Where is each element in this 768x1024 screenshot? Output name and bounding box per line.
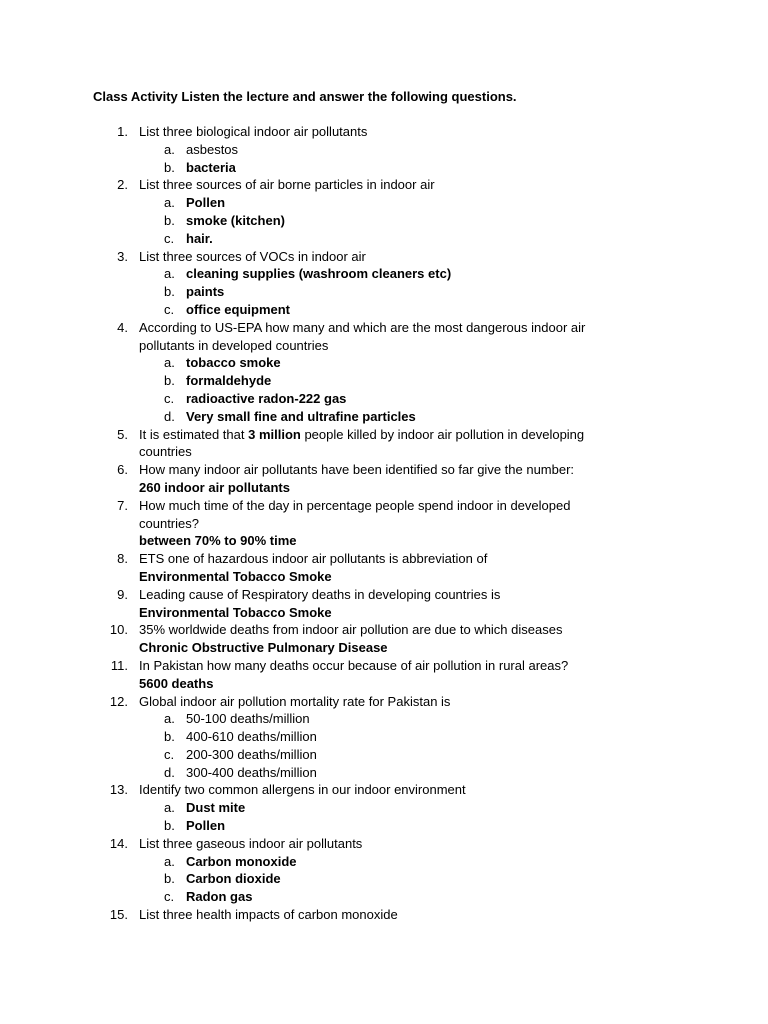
sub-item-text: asbestos [186,141,239,157]
question-text-continued [0,515,768,533]
question-15 [0,906,768,924]
answer-line [0,675,768,693]
question-text: It is estimated that 3 million people killed by indoor air pollution in developing [139,426,585,442]
sub-item-text: 300-400 deaths/million [186,764,317,780]
sub-item-letter: b. [164,212,175,228]
highlighted-answer: 3 million [248,426,301,442]
sub-item [0,853,768,871]
question-text-continued [0,337,768,355]
question-text: ETS one of hazardous indoor air pollutants is abbreviation of [139,551,488,567]
question-3 [0,248,768,266]
sub-item-text: paints [186,284,225,300]
answer-text: between 70% to 90% time [139,533,297,549]
question-text: List three gaseous indoor air pollutants [139,835,363,851]
sub-item-letter: b. [164,729,175,745]
question-number: 12. [109,693,128,709]
sub-item [0,728,768,746]
answer-line [0,532,768,550]
question-number: 11. [110,657,128,673]
sub-item [0,710,768,728]
question-number: 2. [117,177,128,193]
sub-item-letter: a. [164,853,175,869]
question-number: 9. [117,586,128,602]
sub-item [0,194,768,212]
question-number: 10. [109,622,128,638]
sub-item-letter: d. [164,408,175,424]
question-9 [0,586,768,604]
sub-item [0,870,768,888]
sub-item-letter: a. [164,711,175,727]
answer-text: Environmental Tobacco Smoke [139,604,332,620]
answer-text: 5600 deaths [139,675,214,691]
sub-item [0,817,768,835]
sub-item [0,354,768,372]
question-5 [0,426,768,444]
question-12 [0,693,768,711]
answer-line [0,568,768,586]
sub-item [0,265,768,283]
question-text: List three sources of VOCs in indoor air [139,248,366,264]
question-text: Global indoor air pollution mortality rate for Pakistan is [139,693,451,709]
sub-item [0,888,768,906]
sub-item-letter: b. [164,159,175,175]
sub-item-text: bacteria [186,159,236,175]
sub-item-text: Pollen [186,818,226,834]
question-10 [0,621,768,639]
question-13 [0,781,768,799]
sub-item [0,230,768,248]
sub-item-text: office equipment [186,301,291,317]
question-number: 1. [117,124,128,139]
sub-item-letter: c. [164,889,175,905]
sub-item-letter: a. [164,355,175,371]
question-number: 7. [117,497,128,513]
sub-item-text: smoke (kitchen) [186,212,285,228]
sub-item [0,799,768,817]
sub-item [0,372,768,390]
sub-item-text: Carbon dioxide [186,871,281,887]
page-title: Class Activity Listen the lecture and answer the following questions. [93,89,517,104]
sub-item-letter: c. [164,390,175,406]
question-8 [0,550,768,568]
question-number: 14. [109,835,128,851]
question-text: pollutants in developed countries [139,337,329,353]
sub-item-letter: a. [164,195,175,211]
sub-item-text: Radon gas [186,889,253,905]
sub-item [0,283,768,301]
question-text: How much time of the day in percentage people spend indoor in developed [139,497,571,513]
sub-item [0,408,768,426]
question-number: 15. [109,907,128,923]
question-text: According to US-EPA how many and which are the most dangerous indoor air [139,319,586,335]
sub-item-text: hair. [186,230,213,246]
sub-item-letter: b. [164,284,175,300]
question-list [0,123,768,924]
question-7 [0,497,768,515]
question-4 [0,319,768,337]
sub-item-text: Dust mite [186,800,246,816]
question-14 [0,835,768,853]
sub-item-letter: b. [164,818,175,834]
sub-item [0,212,768,230]
question-number: 4. [117,319,128,335]
question-text: List three health impacts of carbon monoxide [139,907,398,923]
question-text: Leading cause of Respiratory deaths in developing countries is [139,586,501,602]
sub-item-text: cleaning supplies (washroom cleaners etc) [186,266,452,282]
question-text: countries? [139,515,199,531]
sub-item [0,141,768,159]
sub-item [0,390,768,408]
sub-item-letter: c. [164,301,175,317]
sub-item [0,764,768,782]
question-number: 5. [117,426,128,442]
question-text: List three sources of air borne particles in indoor air [139,177,435,193]
sub-item-text: 200-300 deaths/million [186,746,317,762]
sub-item [0,301,768,319]
sub-item-letter: b. [164,871,175,887]
question-number: 6. [117,462,128,478]
sub-item-letter: a. [164,141,175,157]
question-number: 3. [117,248,128,264]
sub-item [0,159,768,177]
answer-text: Environmental Tobacco Smoke [139,568,332,584]
question-text-continued [0,443,768,461]
sub-item-text: 400-610 deaths/million [186,729,317,745]
answer-text: Chronic Obstructive Pulmonary Disease [139,640,388,656]
question-number: 13. [109,782,128,798]
sub-item-text: Carbon monoxide [186,853,297,869]
question-text: List three biological indoor air pollutants [139,124,368,139]
sub-item [0,746,768,764]
answer-line [0,639,768,657]
question-text: 35% worldwide deaths from indoor air pollution are due to which diseases [139,622,563,638]
sub-item-letter: d. [164,764,175,780]
sub-item-text: radioactive radon-222 gas [186,390,347,406]
sub-item-text: 50-100 deaths/million [186,711,310,727]
sub-item-text: Very small fine and ultrafine particles [186,408,416,424]
sub-item-text: tobacco smoke [186,355,281,371]
sub-item-text: Pollen [186,195,226,211]
answer-line [0,604,768,622]
question-text: In Pakistan how many deaths occur because of air pollution in rural areas? [139,657,569,673]
question-text: How many indoor air pollutants have been identified so far give the number: [139,462,575,478]
sub-item-letter: c. [164,746,175,762]
sub-item-letter: a. [164,800,175,816]
question-text: Identify two common allergens in our indoor environment [139,782,466,798]
sub-item-letter: a. [164,266,175,282]
sub-item-letter: b. [164,373,175,389]
sub-item-text: formaldehyde [186,373,272,389]
question-number: 8. [117,551,128,567]
question-2 [0,176,768,194]
question-text: countries [139,444,192,460]
answer-text: 260 indoor air pollutants [139,479,290,495]
question-11 [0,657,768,675]
question-1 [0,123,768,141]
answer-line [0,479,768,497]
question-6 [0,461,768,479]
sub-item-letter: c. [164,230,175,246]
